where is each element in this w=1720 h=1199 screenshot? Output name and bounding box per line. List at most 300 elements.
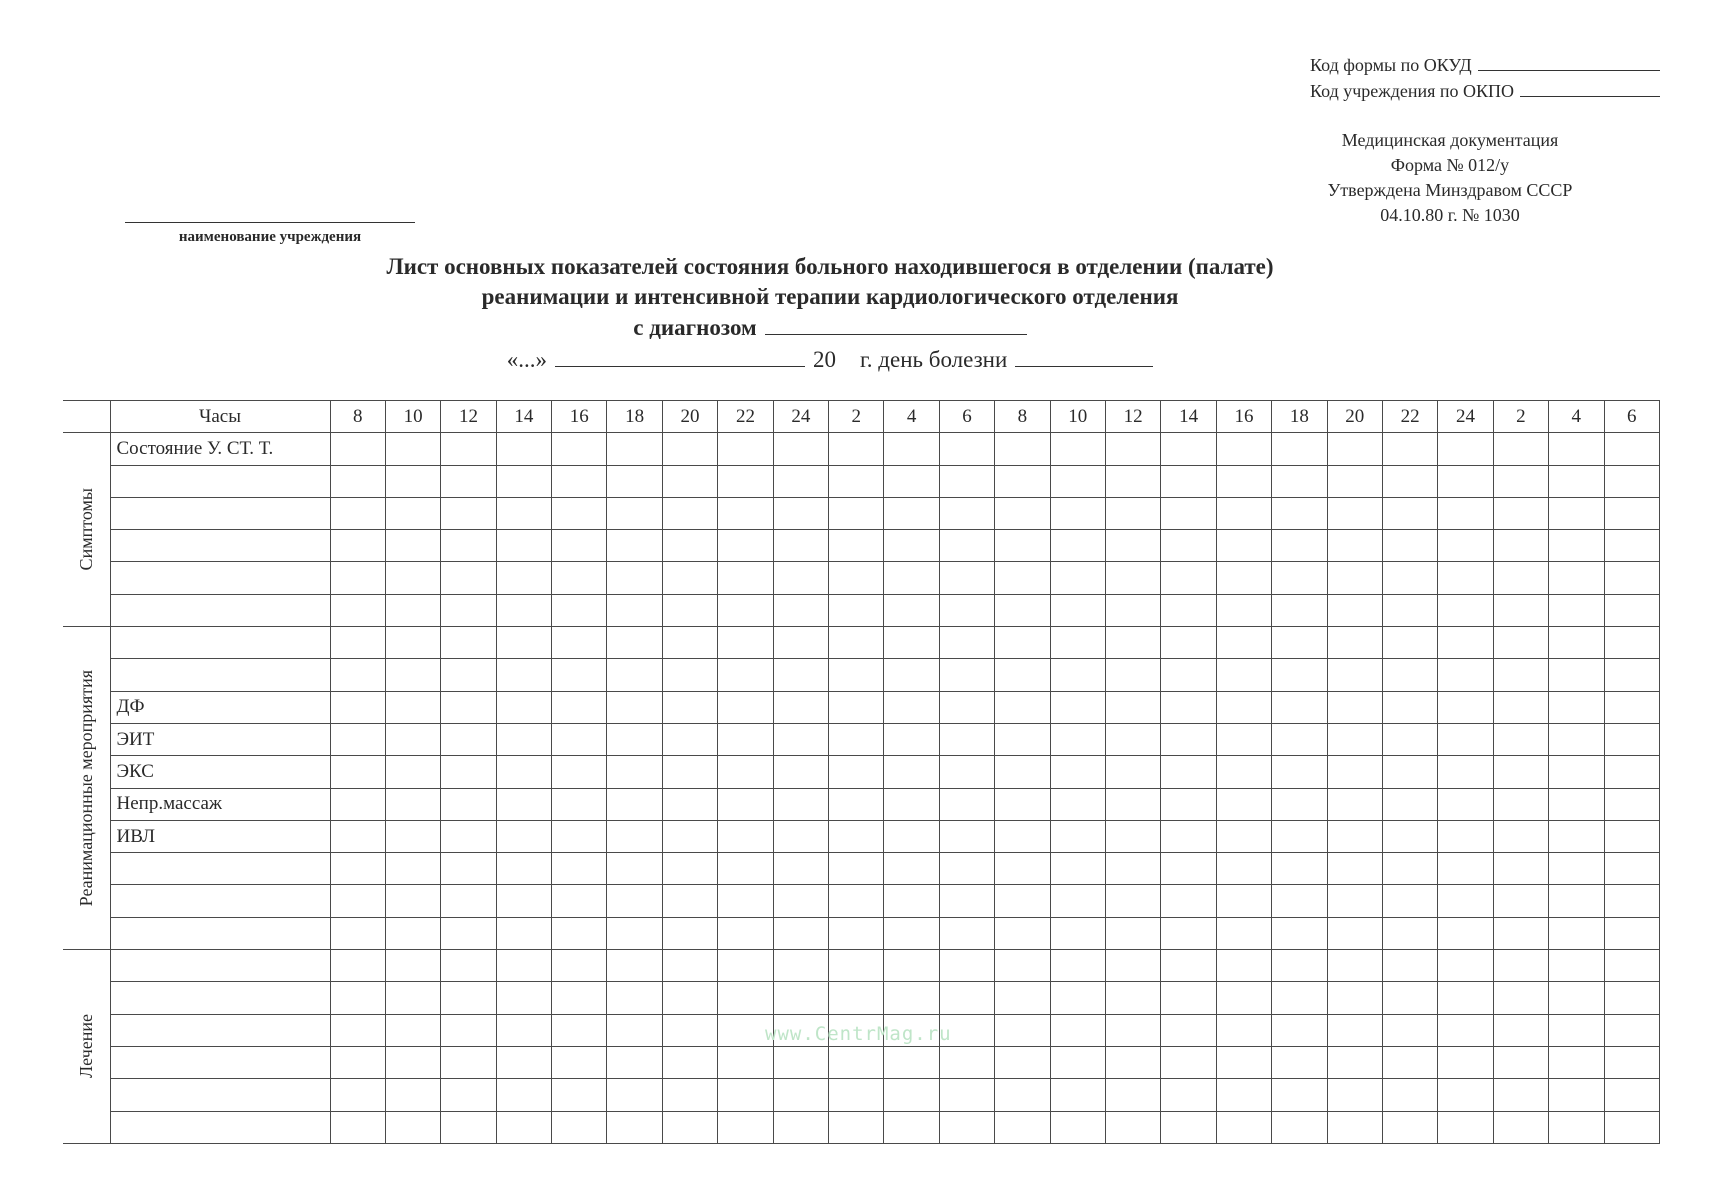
value-cell[interactable] — [330, 788, 385, 820]
value-cell[interactable] — [552, 982, 607, 1014]
value-cell[interactable] — [1050, 562, 1105, 594]
value-cell[interactable] — [773, 950, 828, 982]
value-cell[interactable] — [1327, 1079, 1382, 1111]
value-cell[interactable] — [496, 820, 551, 852]
value-cell[interactable] — [884, 917, 939, 949]
row-label[interactable] — [110, 1079, 330, 1111]
value-cell[interactable] — [1604, 530, 1660, 562]
value-cell[interactable] — [1050, 497, 1105, 529]
value-cell[interactable] — [1272, 885, 1327, 917]
value-cell[interactable] — [662, 853, 717, 885]
value-cell[interactable] — [1050, 982, 1105, 1014]
value-cell[interactable] — [1216, 820, 1271, 852]
value-cell[interactable] — [607, 788, 662, 820]
value-cell[interactable] — [1272, 820, 1327, 852]
value-cell[interactable] — [1216, 1014, 1271, 1046]
value-cell[interactable] — [1161, 530, 1216, 562]
value-cell[interactable] — [1272, 1014, 1327, 1046]
value-cell[interactable] — [939, 594, 994, 626]
value-cell[interactable] — [1438, 627, 1493, 659]
value-cell[interactable] — [330, 756, 385, 788]
value-cell[interactable] — [1050, 950, 1105, 982]
value-cell[interactable] — [1493, 950, 1548, 982]
value-cell[interactable] — [385, 853, 440, 885]
value-cell[interactable] — [552, 530, 607, 562]
value-cell[interactable] — [939, 530, 994, 562]
value-cell[interactable] — [607, 465, 662, 497]
value-cell[interactable] — [1549, 982, 1604, 1014]
value-cell[interactable] — [995, 853, 1050, 885]
value-cell[interactable] — [718, 723, 773, 755]
value-cell[interactable] — [1438, 530, 1493, 562]
value-cell[interactable] — [939, 497, 994, 529]
value-cell[interactable] — [1161, 820, 1216, 852]
value-cell[interactable] — [1161, 723, 1216, 755]
value-cell[interactable] — [1050, 1079, 1105, 1111]
value-cell[interactable] — [1216, 497, 1271, 529]
value-cell[interactable] — [884, 950, 939, 982]
value-cell[interactable] — [330, 820, 385, 852]
value-cell[interactable] — [441, 594, 496, 626]
value-cell[interactable] — [662, 950, 717, 982]
value-cell[interactable] — [1050, 691, 1105, 723]
value-cell[interactable] — [441, 756, 496, 788]
value-cell[interactable] — [441, 917, 496, 949]
value-cell[interactable] — [607, 659, 662, 691]
value-cell[interactable] — [441, 853, 496, 885]
value-cell[interactable] — [1272, 853, 1327, 885]
value-cell[interactable] — [718, 659, 773, 691]
value-cell[interactable] — [1382, 756, 1437, 788]
value-cell[interactable] — [1382, 885, 1437, 917]
value-cell[interactable] — [1549, 820, 1604, 852]
value-cell[interactable] — [773, 723, 828, 755]
value-cell[interactable] — [330, 627, 385, 659]
value-cell[interactable] — [1216, 982, 1271, 1014]
value-cell[interactable] — [995, 1079, 1050, 1111]
value-cell[interactable] — [939, 950, 994, 982]
value-cell[interactable] — [1327, 756, 1382, 788]
value-cell[interactable] — [496, 853, 551, 885]
value-cell[interactable] — [330, 465, 385, 497]
value-cell[interactable] — [1493, 627, 1548, 659]
value-cell[interactable] — [1105, 594, 1160, 626]
value-cell[interactable] — [829, 950, 884, 982]
value-cell[interactable] — [496, 1111, 551, 1143]
value-cell[interactable] — [385, 594, 440, 626]
value-cell[interactable] — [884, 465, 939, 497]
value-cell[interactable] — [1216, 1111, 1271, 1143]
value-cell[interactable] — [552, 1111, 607, 1143]
value-cell[interactable] — [1382, 627, 1437, 659]
value-cell[interactable] — [441, 627, 496, 659]
value-cell[interactable] — [1604, 691, 1660, 723]
value-cell[interactable] — [607, 982, 662, 1014]
row-label[interactable] — [110, 465, 330, 497]
value-cell[interactable] — [1050, 433, 1105, 465]
value-cell[interactable] — [1327, 1046, 1382, 1078]
value-cell[interactable] — [1161, 885, 1216, 917]
value-cell[interactable] — [1604, 594, 1660, 626]
value-cell[interactable] — [1438, 820, 1493, 852]
value-cell[interactable] — [829, 465, 884, 497]
value-cell[interactable] — [1161, 1046, 1216, 1078]
value-cell[interactable] — [1382, 659, 1437, 691]
value-cell[interactable] — [607, 853, 662, 885]
value-cell[interactable] — [330, 594, 385, 626]
value-cell[interactable] — [1161, 917, 1216, 949]
value-cell[interactable] — [1604, 627, 1660, 659]
value-cell[interactable] — [607, 1014, 662, 1046]
row-label[interactable] — [110, 562, 330, 594]
value-cell[interactable] — [829, 756, 884, 788]
value-cell[interactable] — [1050, 627, 1105, 659]
value-cell[interactable] — [995, 820, 1050, 852]
value-cell[interactable] — [1216, 627, 1271, 659]
value-cell[interactable] — [1438, 853, 1493, 885]
value-cell[interactable] — [1105, 853, 1160, 885]
value-cell[interactable] — [1327, 627, 1382, 659]
value-cell[interactable] — [995, 691, 1050, 723]
value-cell[interactable] — [1327, 788, 1382, 820]
value-cell[interactable] — [385, 659, 440, 691]
value-cell[interactable] — [1549, 497, 1604, 529]
value-cell[interactable] — [995, 465, 1050, 497]
value-cell[interactable] — [773, 982, 828, 1014]
value-cell[interactable] — [829, 917, 884, 949]
value-cell[interactable] — [1327, 659, 1382, 691]
value-cell[interactable] — [829, 691, 884, 723]
value-cell[interactable] — [441, 465, 496, 497]
value-cell[interactable] — [1105, 691, 1160, 723]
value-cell[interactable] — [441, 1079, 496, 1111]
value-cell[interactable] — [884, 659, 939, 691]
value-cell[interactable] — [1216, 691, 1271, 723]
value-cell[interactable] — [939, 820, 994, 852]
value-cell[interactable] — [939, 982, 994, 1014]
row-label[interactable] — [110, 1014, 330, 1046]
value-cell[interactable] — [496, 917, 551, 949]
value-cell[interactable] — [1105, 497, 1160, 529]
value-cell[interactable] — [884, 562, 939, 594]
value-cell[interactable] — [385, 530, 440, 562]
value-cell[interactable] — [1493, 723, 1548, 755]
value-cell[interactable] — [330, 885, 385, 917]
value-cell[interactable] — [773, 659, 828, 691]
value-cell[interactable] — [1105, 982, 1160, 1014]
value-cell[interactable] — [662, 497, 717, 529]
value-cell[interactable] — [1272, 691, 1327, 723]
value-cell[interactable] — [1216, 465, 1271, 497]
value-cell[interactable] — [441, 1014, 496, 1046]
value-cell[interactable] — [1050, 594, 1105, 626]
value-cell[interactable] — [1493, 1046, 1548, 1078]
value-cell[interactable] — [884, 1079, 939, 1111]
value-cell[interactable] — [1549, 853, 1604, 885]
row-label[interactable] — [110, 530, 330, 562]
value-cell[interactable] — [773, 885, 828, 917]
value-cell[interactable] — [1327, 917, 1382, 949]
value-cell[interactable] — [773, 1111, 828, 1143]
value-cell[interactable] — [1382, 1046, 1437, 1078]
value-cell[interactable] — [1438, 1046, 1493, 1078]
value-cell[interactable] — [1438, 885, 1493, 917]
value-cell[interactable] — [995, 950, 1050, 982]
value-cell[interactable] — [1438, 1111, 1493, 1143]
value-cell[interactable] — [496, 756, 551, 788]
value-cell[interactable] — [773, 917, 828, 949]
value-cell[interactable] — [1327, 530, 1382, 562]
value-cell[interactable] — [1493, 885, 1548, 917]
value-cell[interactable] — [1050, 1046, 1105, 1078]
value-cell[interactable] — [662, 627, 717, 659]
value-cell[interactable] — [385, 756, 440, 788]
value-cell[interactable] — [1272, 562, 1327, 594]
value-cell[interactable] — [718, 788, 773, 820]
value-cell[interactable] — [1382, 433, 1437, 465]
value-cell[interactable] — [385, 433, 440, 465]
value-cell[interactable] — [496, 1014, 551, 1046]
value-cell[interactable] — [1327, 950, 1382, 982]
value-cell[interactable] — [1050, 659, 1105, 691]
value-cell[interactable] — [496, 1079, 551, 1111]
value-cell[interactable] — [552, 885, 607, 917]
value-cell[interactable] — [995, 756, 1050, 788]
value-cell[interactable] — [1549, 917, 1604, 949]
value-cell[interactable] — [773, 497, 828, 529]
value-cell[interactable] — [1438, 659, 1493, 691]
value-cell[interactable] — [1050, 465, 1105, 497]
row-label[interactable] — [110, 917, 330, 949]
value-cell[interactable] — [1493, 982, 1548, 1014]
value-cell[interactable] — [829, 562, 884, 594]
value-cell[interactable] — [773, 530, 828, 562]
value-cell[interactable] — [1493, 530, 1548, 562]
value-cell[interactable] — [552, 917, 607, 949]
value-cell[interactable] — [995, 1046, 1050, 1078]
value-cell[interactable] — [496, 594, 551, 626]
value-cell[interactable] — [496, 788, 551, 820]
value-cell[interactable] — [939, 433, 994, 465]
value-cell[interactable] — [496, 982, 551, 1014]
value-cell[interactable] — [1161, 433, 1216, 465]
value-cell[interactable] — [939, 659, 994, 691]
value-cell[interactable] — [1604, 1111, 1660, 1143]
value-cell[interactable] — [662, 1014, 717, 1046]
value-cell[interactable] — [1105, 820, 1160, 852]
value-cell[interactable] — [1050, 885, 1105, 917]
value-cell[interactable] — [496, 562, 551, 594]
value-cell[interactable] — [496, 1046, 551, 1078]
value-cell[interactable] — [1493, 820, 1548, 852]
value-cell[interactable] — [385, 1014, 440, 1046]
value-cell[interactable] — [829, 530, 884, 562]
value-cell[interactable] — [1549, 627, 1604, 659]
value-cell[interactable] — [441, 982, 496, 1014]
value-cell[interactable] — [1050, 1014, 1105, 1046]
value-cell[interactable] — [1438, 562, 1493, 594]
value-cell[interactable] — [1272, 788, 1327, 820]
value-cell[interactable] — [441, 497, 496, 529]
value-cell[interactable] — [662, 1046, 717, 1078]
value-cell[interactable] — [1327, 982, 1382, 1014]
value-cell[interactable] — [1161, 756, 1216, 788]
value-cell[interactable] — [385, 723, 440, 755]
value-cell[interactable] — [884, 982, 939, 1014]
value-cell[interactable] — [1216, 950, 1271, 982]
value-cell[interactable] — [662, 594, 717, 626]
value-cell[interactable] — [1105, 465, 1160, 497]
value-cell[interactable] — [552, 1046, 607, 1078]
value-cell[interactable] — [552, 562, 607, 594]
value-cell[interactable] — [1216, 1079, 1271, 1111]
value-cell[interactable] — [330, 562, 385, 594]
value-cell[interactable] — [330, 433, 385, 465]
value-cell[interactable] — [1105, 1111, 1160, 1143]
value-cell[interactable] — [1105, 659, 1160, 691]
value-cell[interactable] — [385, 627, 440, 659]
value-cell[interactable] — [1105, 885, 1160, 917]
value-cell[interactable] — [1272, 756, 1327, 788]
value-cell[interactable] — [496, 885, 551, 917]
value-cell[interactable] — [1549, 594, 1604, 626]
value-cell[interactable] — [552, 497, 607, 529]
value-cell[interactable] — [1327, 1111, 1382, 1143]
value-cell[interactable] — [1272, 594, 1327, 626]
value-cell[interactable] — [1327, 433, 1382, 465]
value-cell[interactable] — [1549, 1014, 1604, 1046]
value-cell[interactable] — [1161, 562, 1216, 594]
value-cell[interactable] — [1161, 659, 1216, 691]
value-cell[interactable] — [496, 659, 551, 691]
value-cell[interactable] — [884, 885, 939, 917]
value-cell[interactable] — [496, 497, 551, 529]
value-cell[interactable] — [607, 756, 662, 788]
value-cell[interactable] — [1216, 1046, 1271, 1078]
value-cell[interactable] — [718, 853, 773, 885]
value-cell[interactable] — [496, 950, 551, 982]
value-cell[interactable] — [773, 788, 828, 820]
value-cell[interactable] — [1493, 497, 1548, 529]
value-cell[interactable] — [1382, 1014, 1437, 1046]
value-cell[interactable] — [995, 627, 1050, 659]
value-cell[interactable] — [1604, 1014, 1660, 1046]
diagnosis-field[interactable] — [765, 312, 1027, 335]
value-cell[interactable] — [1161, 950, 1216, 982]
value-cell[interactable] — [662, 1111, 717, 1143]
value-cell[interactable] — [1050, 788, 1105, 820]
value-cell[interactable] — [995, 433, 1050, 465]
value-cell[interactable] — [607, 917, 662, 949]
value-cell[interactable] — [1161, 853, 1216, 885]
value-cell[interactable] — [1216, 788, 1271, 820]
value-cell[interactable] — [1549, 788, 1604, 820]
value-cell[interactable] — [1272, 723, 1327, 755]
value-cell[interactable] — [662, 562, 717, 594]
value-cell[interactable] — [1382, 723, 1437, 755]
value-cell[interactable] — [1161, 497, 1216, 529]
value-cell[interactable] — [1493, 433, 1548, 465]
value-cell[interactable] — [662, 1079, 717, 1111]
value-cell[interactable] — [496, 530, 551, 562]
value-cell[interactable] — [330, 659, 385, 691]
value-cell[interactable] — [607, 1111, 662, 1143]
value-cell[interactable] — [1050, 756, 1105, 788]
value-cell[interactable] — [773, 627, 828, 659]
value-cell[interactable] — [1050, 723, 1105, 755]
value-cell[interactable] — [1161, 1014, 1216, 1046]
value-cell[interactable] — [773, 465, 828, 497]
row-label[interactable] — [110, 885, 330, 917]
value-cell[interactable] — [1272, 950, 1327, 982]
value-cell[interactable] — [939, 1079, 994, 1111]
value-cell[interactable] — [1604, 756, 1660, 788]
value-cell[interactable] — [330, 982, 385, 1014]
date-field[interactable] — [555, 344, 805, 367]
value-cell[interactable] — [330, 1111, 385, 1143]
value-cell[interactable] — [385, 691, 440, 723]
value-cell[interactable] — [1327, 465, 1382, 497]
row-label[interactable] — [110, 950, 330, 982]
value-cell[interactable] — [1604, 788, 1660, 820]
value-cell[interactable] — [385, 465, 440, 497]
value-cell[interactable] — [1050, 1111, 1105, 1143]
institution-field[interactable] — [125, 222, 415, 223]
value-cell[interactable] — [1382, 562, 1437, 594]
value-cell[interactable] — [995, 788, 1050, 820]
value-cell[interactable] — [1105, 433, 1160, 465]
value-cell[interactable] — [1327, 594, 1382, 626]
value-cell[interactable] — [552, 433, 607, 465]
value-cell[interactable] — [1438, 756, 1493, 788]
value-cell[interactable] — [939, 627, 994, 659]
value-cell[interactable] — [607, 530, 662, 562]
value-cell[interactable] — [385, 562, 440, 594]
value-cell[interactable] — [1549, 465, 1604, 497]
value-cell[interactable] — [441, 820, 496, 852]
value-cell[interactable] — [1382, 982, 1437, 1014]
value-cell[interactable] — [1549, 723, 1604, 755]
value-cell[interactable] — [1493, 659, 1548, 691]
value-cell[interactable] — [1105, 1046, 1160, 1078]
value-cell[interactable] — [1161, 982, 1216, 1014]
value-cell[interactable] — [1549, 1046, 1604, 1078]
value-cell[interactable] — [441, 1046, 496, 1078]
value-cell[interactable] — [1604, 433, 1660, 465]
value-cell[interactable] — [1272, 1111, 1327, 1143]
value-cell[interactable] — [884, 530, 939, 562]
row-label[interactable] — [110, 594, 330, 626]
value-cell[interactable] — [1272, 659, 1327, 691]
value-cell[interactable] — [939, 885, 994, 917]
value-cell[interactable] — [1216, 917, 1271, 949]
value-cell[interactable] — [1493, 594, 1548, 626]
value-cell[interactable] — [1549, 1079, 1604, 1111]
value-cell[interactable] — [1604, 465, 1660, 497]
value-cell[interactable] — [330, 917, 385, 949]
value-cell[interactable] — [1382, 950, 1437, 982]
value-cell[interactable] — [1105, 950, 1160, 982]
value-cell[interactable] — [939, 1046, 994, 1078]
value-cell[interactable] — [1604, 659, 1660, 691]
value-cell[interactable] — [1105, 562, 1160, 594]
value-cell[interactable] — [1382, 497, 1437, 529]
value-cell[interactable] — [718, 756, 773, 788]
value-cell[interactable] — [995, 594, 1050, 626]
value-cell[interactable] — [718, 917, 773, 949]
value-cell[interactable] — [385, 497, 440, 529]
value-cell[interactable] — [1216, 594, 1271, 626]
